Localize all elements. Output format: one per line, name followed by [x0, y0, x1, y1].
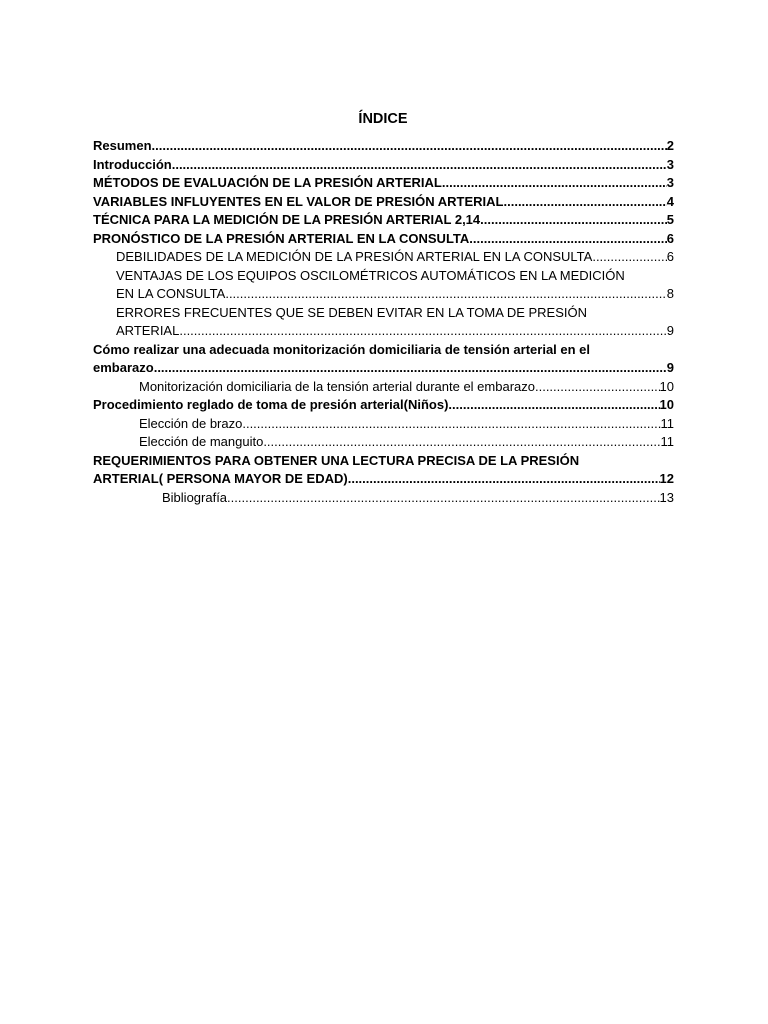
toc-entry-text: Monitorización domiciliaria de la tensión arterial durante el embarazo [139, 378, 535, 394]
toc-page-number: 9 [666, 360, 674, 375]
toc-page-number: 6 [666, 249, 674, 264]
dot-leader [480, 212, 667, 227]
toc-page-number: 3 [666, 175, 674, 190]
dot-leader [179, 323, 666, 338]
toc-entry-debilidades[interactable] [93, 248, 674, 267]
toc-entry-text: VARIABLES INFLUYENTES EN EL VALOR DE PRESIÓN ARTERIAL [93, 193, 504, 209]
toc-entry-text: Introducción [93, 156, 172, 172]
toc-entry-procedimiento[interactable] [93, 396, 674, 415]
toc-entry-como-realizar[interactable] [93, 341, 674, 378]
toc-page-number: 3 [666, 156, 674, 172]
toc-entry-text: Procedimiento reglado de toma de presión arterial(Niños) [93, 397, 449, 412]
toc-entry-introduccion[interactable] [93, 156, 674, 175]
toc-entry-text-line2: ARTERIAL( PERSONA MAYOR DE EDAD) [93, 471, 348, 486]
toc-entry-errores[interactable] [93, 304, 674, 341]
toc-entry-text-line1: Cómo realizar una adecuada monitorización domiciliaria de tensión arterial en el [93, 341, 591, 357]
toc-page-number: 11 [660, 434, 674, 449]
toc-entry-eleccion-manguito[interactable] [93, 433, 674, 452]
toc-entry-resumen[interactable] [93, 137, 674, 156]
dot-leader [504, 194, 667, 209]
toc-entry-text: Elección de manguito [139, 434, 264, 449]
toc-entry-text: Elección de brazo [139, 415, 243, 431]
dot-leader [348, 471, 660, 486]
dot-leader [535, 379, 660, 394]
dot-leader [263, 434, 660, 449]
toc-page-number: 12 [659, 471, 674, 486]
toc-page-number: 9 [666, 323, 674, 338]
toc-entry-bibliografia[interactable] [93, 489, 674, 508]
dot-leader [592, 249, 666, 264]
toc-entry-monitorizacion[interactable] [93, 378, 674, 397]
toc-entry-text: TÉCNICA PARA LA MEDICIÓN DE LA PRESIÓN ARTERIAL 2,14 [93, 212, 481, 227]
toc-entry-text-line2: EN LA CONSULTA [116, 286, 226, 301]
toc-entry-text-line1: ERRORES FRECUENTES QUE SE DEBEN EVITAR EN LA TOMA DE PRESIÓN [116, 304, 587, 320]
dot-leader [448, 397, 659, 412]
toc-entry-text-line1: REQUERIMIENTOS PARA OBTENER UNA LECTURA PRECISA DE LA PRESIÓN [93, 452, 580, 468]
dot-leader [152, 138, 667, 153]
dot-leader [442, 175, 667, 190]
toc-entry-text: DEBILIDADES DE LA MEDICIÓN DE LA PRESIÓN ARTERIAL EN LA CONSULTA [116, 249, 593, 264]
toc-page-number: 2 [666, 138, 674, 153]
toc-entry-text-line2: ARTERIAL [116, 323, 180, 338]
toc-page-number: 5 [666, 212, 674, 227]
table-of-contents [93, 137, 674, 507]
toc-page-number: 10 [659, 397, 674, 412]
toc-page-number: 8 [666, 286, 674, 301]
toc-page-number: 6 [666, 230, 674, 246]
toc-entry-text: Bibliografía [162, 489, 228, 505]
toc-entry-requerimientos[interactable] [93, 452, 674, 489]
toc-page-number: 13 [659, 489, 674, 505]
dot-leader [469, 231, 666, 246]
dot-leader [172, 157, 667, 172]
toc-entry-tecnica[interactable] [93, 211, 674, 230]
toc-page-number: 4 [666, 193, 674, 209]
toc-page-number: 10 [659, 378, 674, 394]
toc-page-number: 11 [660, 415, 674, 431]
toc-entry-variables[interactable] [93, 193, 674, 212]
dot-leader [242, 416, 660, 431]
toc-entry-pronostico[interactable] [93, 230, 674, 249]
toc-title: ÍNDICE [358, 111, 408, 127]
toc-entry-text-line1: VENTAJAS DE LOS EQUIPOS OSCILOMÉTRICOS AUTOMÁTICOS EN LA MEDICIÓN [116, 267, 625, 283]
toc-entry-text: Resumen [93, 138, 152, 153]
toc-entry-text: PRONÓSTICO DE LA PRESIÓN ARTERIAL EN LA CONSULTA [93, 230, 470, 246]
dot-leader [154, 360, 667, 375]
dot-leader [225, 286, 666, 301]
toc-entry-metodos[interactable] [93, 174, 674, 193]
toc-entry-text: MÉTODOS DE EVALUACIÓN DE LA PRESIÓN ARTERIAL [93, 175, 442, 190]
dot-leader [227, 490, 659, 505]
toc-entry-text-line2: embarazo [93, 360, 154, 375]
toc-entry-eleccion-brazo[interactable] [93, 415, 674, 434]
toc-entry-ventajas[interactable] [93, 267, 674, 304]
